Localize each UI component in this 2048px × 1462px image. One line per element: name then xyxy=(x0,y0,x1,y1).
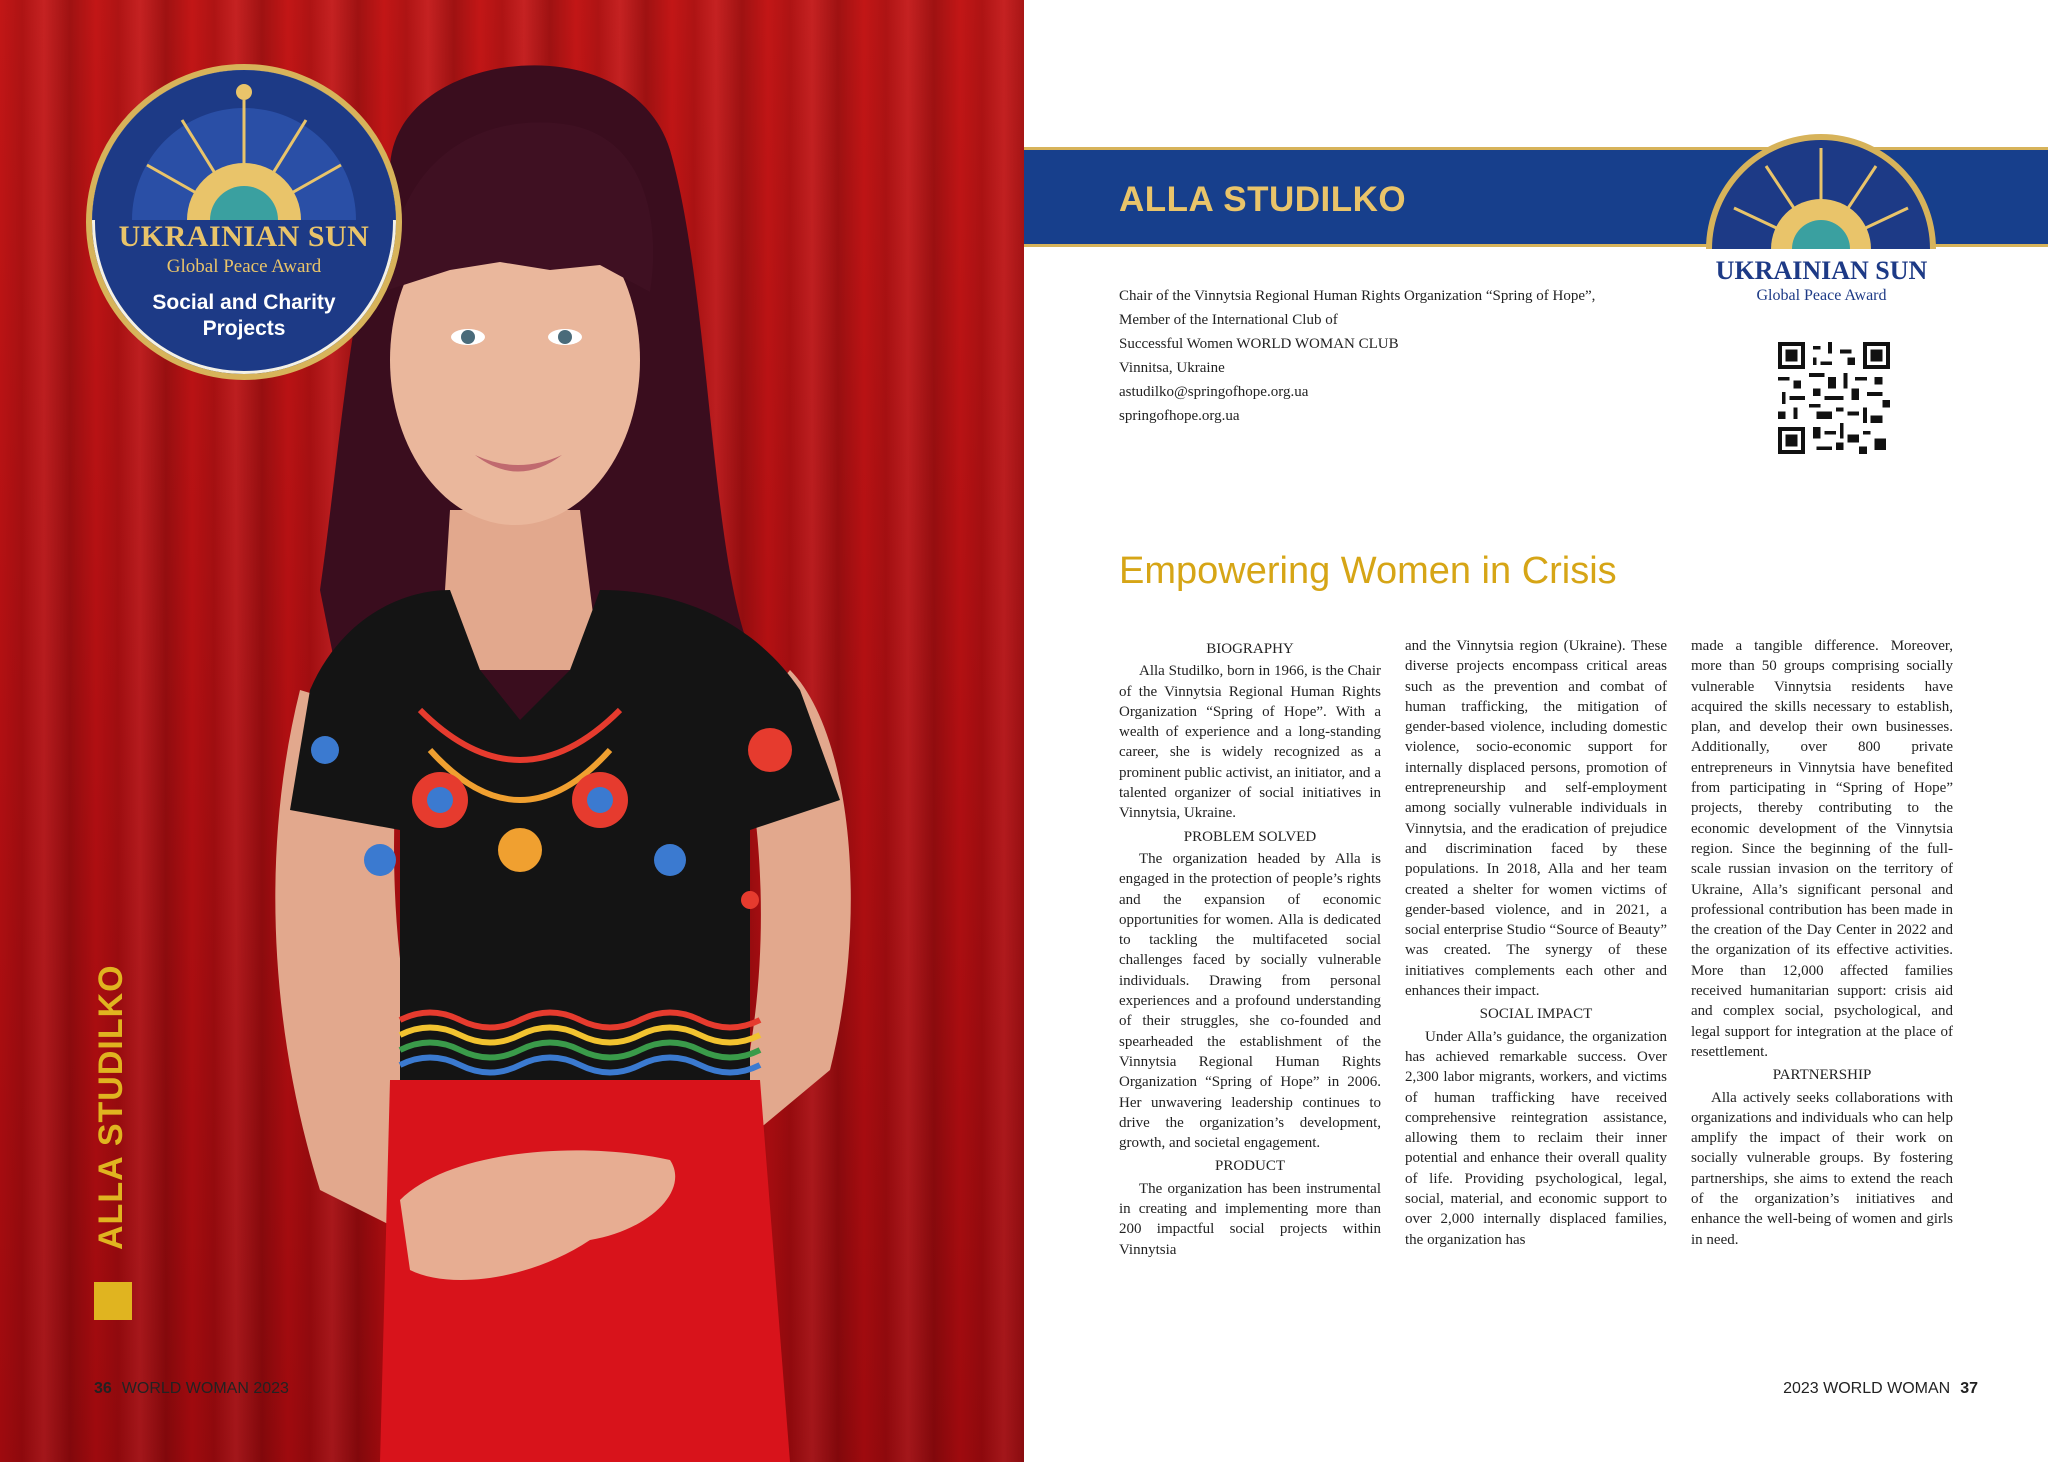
footer-left-text: WORLD WOMAN 2023 xyxy=(121,1380,289,1397)
section-heading-problem: PROBLEM SOLVED xyxy=(1183,828,1317,845)
qr-code-icon xyxy=(1778,342,1890,454)
page-number-left: 36 xyxy=(94,1380,112,1397)
award-badge xyxy=(86,64,402,380)
vertical-name: ALLA STUDILKO xyxy=(92,964,130,1250)
product-text-cont: and the Vinnytsia region (Ukraine). These diverse projects encompass critical areas such as the prevention and combat of human trafficking, the mitigation of gender-based violence, including domestic violence, socio-economic support for internally displaced persons, promotion of entrepreneurship and self-employment among socially vulnerable individuals in Vinnytsia, and the eradication of prejudice and discrimination faced by these populations. In 2018, Alla and her team created a shelter for women victims of gender-based violence, and in 2021, a social enterprise Studio “Source of Beauty” was created. The synergy of these initiatives complements each other and enhances their impact. xyxy=(1405,638,1668,1000)
footer-left xyxy=(94,1380,289,1398)
right-page xyxy=(1024,0,2048,1462)
yellow-square-icon xyxy=(94,1282,132,1320)
award-badge-title: UKRAINIAN SUN xyxy=(118,220,370,253)
section-heading-impact: SOCIAL IMPACT xyxy=(1479,1006,1593,1023)
page-number-right: 37 xyxy=(1960,1380,1978,1397)
footer-right xyxy=(1718,1380,1978,1398)
contact-block xyxy=(1119,284,1595,428)
biography-text: Alla Studilko, born in 1966, is the Chair of the Vinnytsia Regional Human Rights Organization “Spring of Hope”. With a wealth of experience and a long-standing career, she is widely recognized as a prominent public activist, an initiator, and a talented organizer of social initiatives in Vinnytsia, Ukraine. xyxy=(1119,663,1381,822)
award-logo-icon xyxy=(1704,118,1938,249)
impact-text: Under Alla’s guidance, the organization has achieved remarkable success. Over 2,300 labor migrants, workers, and victims of human trafficking have received comprehensive reintegration assistance, allowing them to reclaim their inner potential and enhance their overall quality of life. Providing psychological, legal, social, material, and economic support to over 2,000 internally displaced families, the organization has xyxy=(1405,1028,1667,1248)
contact-membership-cont: Successful Women WORLD WOMAN CLUB xyxy=(1119,336,1399,352)
product-text: The organization has been instrumental in creating and implementing more than 200 impactful social projects within Vinnytsia xyxy=(1119,1180,1381,1258)
article-title: Empowering Women in Crisis xyxy=(1119,550,1617,592)
article-column-3 xyxy=(1691,636,1953,1250)
award-badge-subtitle: Global Peace Award xyxy=(166,256,322,277)
section-heading-product: PRODUCT xyxy=(1214,1158,1285,1175)
footer-right-text: 2023 WORLD WOMAN xyxy=(1783,1380,1951,1397)
section-heading-biography: BIOGRAPHY xyxy=(1206,641,1294,657)
person-name-heading: ALLA STUDILKO xyxy=(1119,180,1407,219)
impact-text-cont: made a tangible difference. Moreover, more than 50 groups comprising socially vulnerable Vinnytsia residents have acquired the skills necessary to establish, plan, and develop their own businesses. Additionally, over 800 private entrepreneurs in Vinnytsia have benefited from participating in “Spring of Hope” projects, thereby contributing to the economic development of the Vinnytsia region. Since the beginning of the full-scale russian invasion on the territory of Ukraine, Alla’s significant personal and professional contribution has been made in the creation of the Day Center in 2022 and the organization of its effective activities. More than 12,000 affected families received humanitarian support: crisis aid and complex social, psychological, and legal support for integration at the place of resettlement. xyxy=(1691,638,1953,1060)
contact-location: Vinnitsa, Ukraine xyxy=(1119,360,1225,376)
contact-membership: Member of the International Club of xyxy=(1119,312,1338,328)
award-category: Social and Charity Projects xyxy=(152,291,336,340)
logo-title: UKRAINIAN SUN xyxy=(1715,256,1928,285)
contact-role: Chair of the Vinnytsia Regional Human Rights Organization “Spring of Hope”, xyxy=(1119,288,1596,304)
partnership-text: Alla actively seeks collaborations with organizations and individuals who can help amplify the impact of their work on socially vulnerable groups. By fostering partnerships, she aims to extend the reach of the organization’s initiatives and enhance the well-being of women and girls in need. xyxy=(1691,1089,1953,1248)
article-column-2 xyxy=(1405,636,1667,1250)
contact-website[interactable]: springofhope.org.ua xyxy=(1119,408,1240,424)
article-column-1 xyxy=(1119,636,1381,1260)
section-heading-partnership: PARTNERSHIP xyxy=(1772,1067,1872,1084)
logo-subtitle: Global Peace Award xyxy=(1756,287,1887,304)
sun-mosaic-icon xyxy=(92,70,396,220)
problem-text: The organization headed by Alla is engaged in the protection of people’s rights and the expansion of economic opportunities for women. Alla is dedicated to tackling the multifaceted social challenges faced by socially vulnerable individuals. Drawing from personal experiences and a profound understanding of their struggles, she co-founded and spearheaded the establishment of the Vinnytsia Regional Human Rights Organization “Spring of Hope” in 2006. Her unwavering leadership continues to drive the organization’s development, growth, and societal engagement. xyxy=(1119,850,1381,1152)
contact-email[interactable]: astudilko@springofhope.org.ua xyxy=(1119,384,1309,400)
